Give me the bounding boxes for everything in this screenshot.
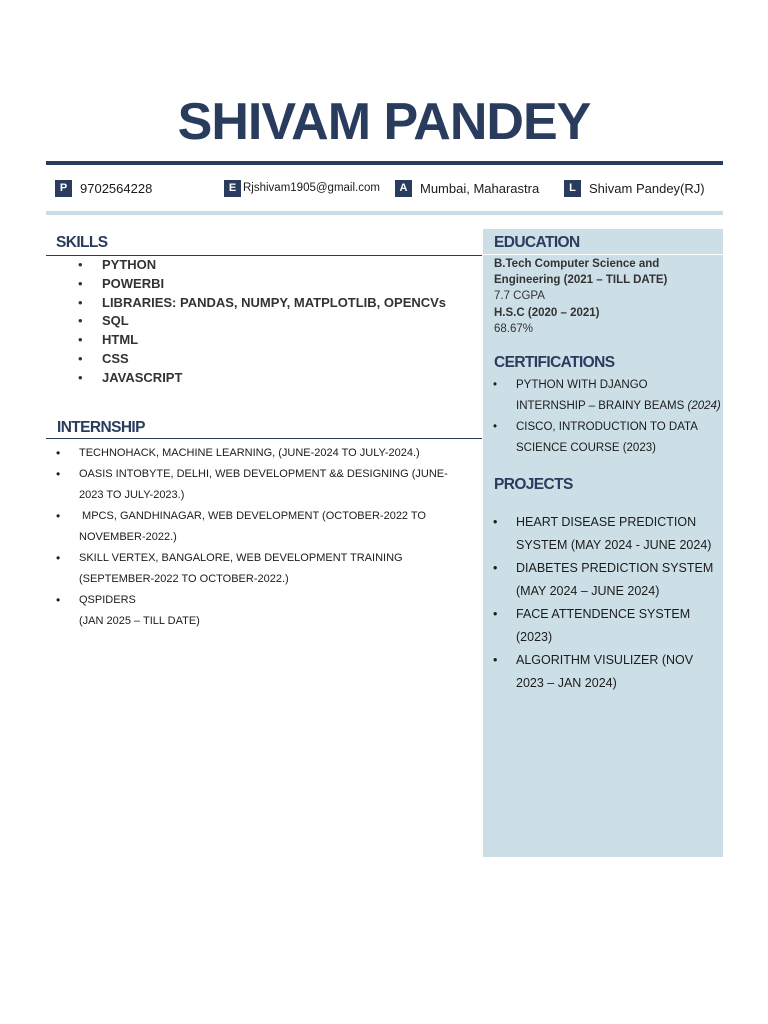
header-divider bbox=[46, 161, 723, 165]
list-item: • SQL bbox=[78, 312, 446, 331]
contact-divider bbox=[46, 211, 723, 215]
list-item bbox=[493, 375, 723, 417]
contact-address bbox=[395, 179, 539, 197]
internship-line: (JAN 2025 – TILL DATE) bbox=[79, 615, 200, 627]
cert-line-text: INTERNSHIP – BRAINY BEAMS bbox=[516, 400, 688, 412]
projects-heading: PROJECTS bbox=[494, 476, 573, 493]
list-item: • LIBRARIES: PANDAS, NUMPY, MATPLOTLIB, OPENCVs bbox=[78, 294, 446, 313]
list-item bbox=[493, 603, 723, 649]
list-item bbox=[56, 548, 476, 590]
list-item: • HTML bbox=[78, 331, 446, 350]
cgpa-text: 7.7 CGPA bbox=[494, 290, 545, 303]
project-line: 2023 – JAN 2024) bbox=[516, 676, 617, 690]
hsc-line: H.S.C (2020 – 2021) bbox=[494, 306, 600, 319]
contact-email bbox=[224, 179, 380, 197]
project-line: • DIABETES PREDICTION SYSTEM bbox=[516, 561, 714, 575]
list-item: • POWERBI bbox=[78, 275, 446, 294]
education-block bbox=[494, 256, 720, 337]
skills-heading: SKILLS bbox=[56, 234, 108, 251]
resume-name: SHIVAM PANDEY bbox=[177, 93, 591, 151]
email-badge-icon: E bbox=[224, 180, 241, 197]
hsc-score: 68.67% bbox=[494, 322, 534, 335]
cert-line: • PYTHON WITH DJANGO bbox=[516, 379, 648, 391]
cert-year: (2024) bbox=[687, 400, 721, 412]
project-line: (MAY 2024 – JUNE 2024) bbox=[516, 584, 660, 598]
project-line: • HEART DISEASE PREDICTION bbox=[516, 515, 697, 529]
certifications-heading: CERTIFICATIONS bbox=[494, 354, 615, 371]
skills-list bbox=[78, 256, 446, 388]
linkedin-badge-icon: L bbox=[564, 180, 581, 197]
education-divider bbox=[483, 254, 723, 255]
contact-linkedin bbox=[564, 179, 705, 197]
list-item bbox=[56, 464, 476, 506]
project-line: SYSTEM (MAY 2024 - JUNE 2024) bbox=[516, 538, 712, 552]
list-item: • JAVASCRIPT bbox=[78, 369, 446, 388]
cert-line bbox=[516, 396, 723, 417]
certifications-list bbox=[493, 375, 723, 459]
linkedin-text: Shivam Pandey(RJ) bbox=[589, 180, 705, 196]
cert-line: • CISCO, INTRODUCTION TO DATA bbox=[516, 421, 698, 433]
address-badge-icon: A bbox=[395, 180, 412, 197]
list-item bbox=[493, 649, 723, 695]
phone-badge-icon: P bbox=[55, 180, 72, 197]
project-line: (2023) bbox=[516, 630, 553, 644]
degree-line: B.Tech Computer Science and bbox=[494, 258, 660, 270]
internship-line: 2023 TO JULY-2023.) bbox=[79, 489, 185, 501]
degree-line: Engineering (2021 – TILL DATE) bbox=[494, 274, 668, 287]
internship-list bbox=[56, 443, 476, 632]
internship-line: • QSPIDERS bbox=[79, 594, 136, 606]
internship-heading: INTERNSHIP bbox=[57, 419, 145, 436]
internship-line: (SEPTEMBER-2022 TO OCTOBER-2022.) bbox=[79, 573, 289, 585]
email-text: Rjshivam1905@gmail.com bbox=[243, 182, 380, 194]
project-line: • ALGORITHM VISULIZER (NOV bbox=[516, 653, 694, 667]
list-item bbox=[493, 557, 723, 603]
project-line: • FACE ATTENDENCE SYSTEM bbox=[516, 607, 691, 621]
projects-list bbox=[493, 511, 723, 695]
list-item bbox=[56, 590, 476, 632]
internship-line: NOVEMBER-2022.) bbox=[79, 531, 177, 543]
internship-line: • SKILL VERTEX, BANGALORE, WEB DEVELOPMENT TRAINING bbox=[79, 552, 403, 564]
phone-text: 9702564228 bbox=[80, 180, 153, 196]
internship-divider bbox=[46, 438, 482, 439]
internship-line: • TECHNOHACK, MACHINE LEARNING, (JUNE-2024 TO JULY-2024.) bbox=[79, 447, 420, 459]
list-item: • CSS bbox=[78, 350, 446, 369]
internship-line: • MPCS, GANDHINAGAR, WEB DEVELOPMENT (OCTOBER-2022 TO bbox=[79, 510, 426, 522]
internship-line: • OASIS INTOBYTE, DELHI, WEB DEVELOPMENT && DESIGNING (JUNE- bbox=[79, 468, 448, 480]
list-item bbox=[493, 511, 723, 557]
list-item: • PYTHON bbox=[78, 256, 446, 275]
list-item bbox=[493, 417, 723, 459]
education-heading: EDUCATION bbox=[494, 234, 580, 251]
list-item bbox=[56, 443, 476, 464]
cert-line: SCIENCE COURSE (2023) bbox=[516, 442, 656, 454]
list-item bbox=[56, 506, 476, 548]
address-text: Mumbai, Maharastra bbox=[420, 180, 540, 196]
contact-phone bbox=[55, 179, 152, 197]
